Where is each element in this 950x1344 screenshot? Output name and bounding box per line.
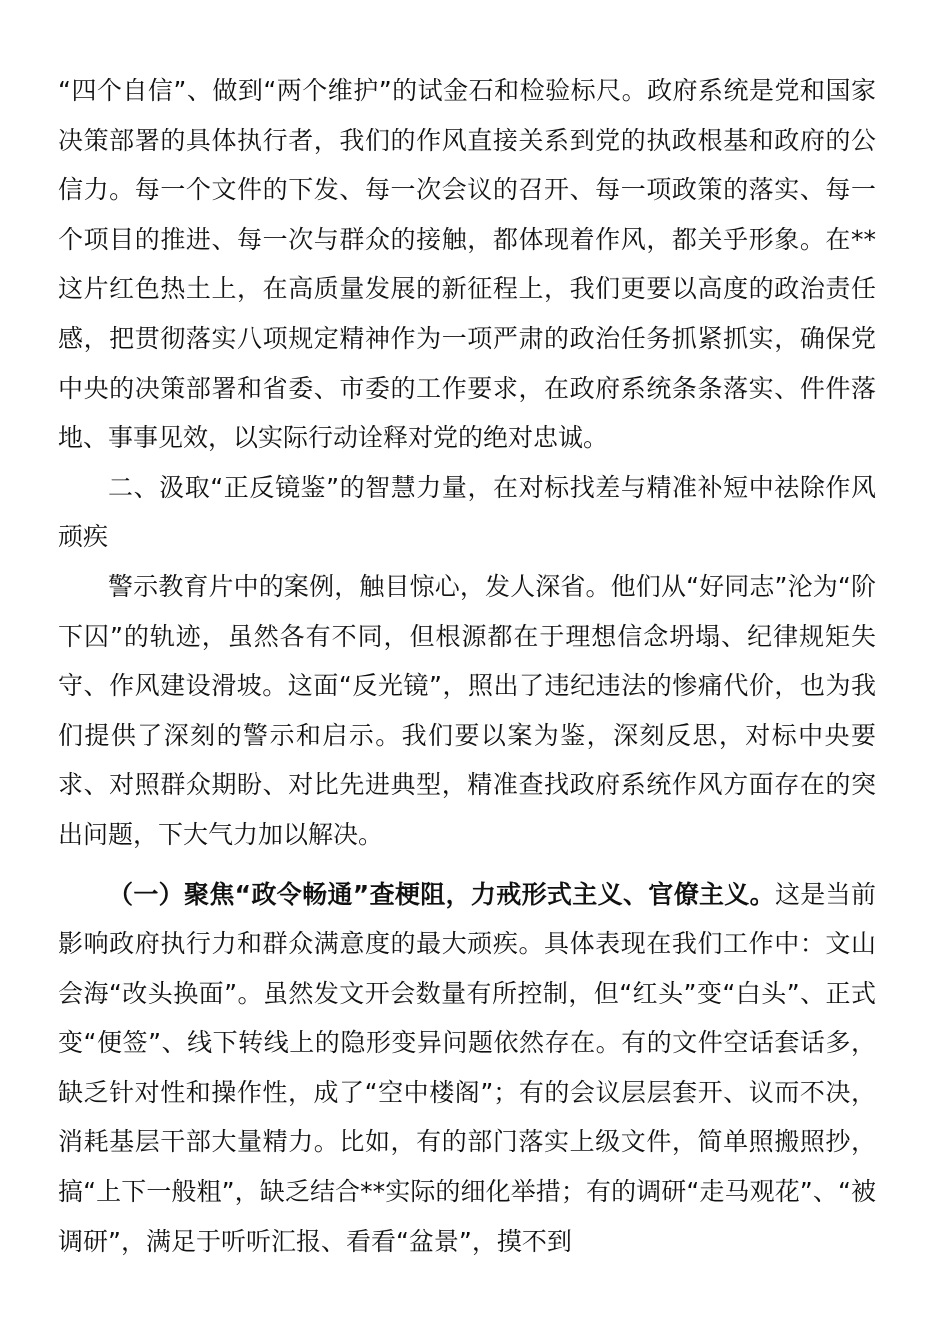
subsection-heading-1: （一）聚焦“政令畅通”查梗阻，力戒形式主义、官僚主义。 [108, 879, 775, 909]
paragraph-subsection-1 [58, 870, 876, 1267]
paragraph-continuation: “四个自信”、做到“两个维护”的试金石和检验标尺。政府系统是党和国家决策部署的具体执行者，我们的作风直接关系到党的执政根基和政府的公信力。每一个文件的下发、每一次会议的召开、每一项政策的落实、每一个项目的推进、每一次与群众的接触，都体现着作风，都关乎形象。在**这片红色热土上，在高质量发展的新征程上，我们更要以高度的政治责任感，把贯彻落实八项规定精神作为一项严肃的政治任务抓紧抓实，确保党中央的决策部署和省委、市委的工作要求，在政府系统条条落实、件件落地、事事见效，以实际行动诠释对党的绝对忠诚。 [58, 76, 876, 453]
paragraph-warning-education: 警示教育片中的案例，触目惊心，发人深省。他们从“好同志”沦为“阶下囚”的轨迹，虽然各有不同，但根源都在于理想信念坍塌、纪律规矩失守、作风建设滑坡。这面“反光镜”，照出了违纪违法的惨痛代价，也为我们提供了深刻的警示和启示。我们要以案为鉴，深刻反思，对标中央要求、对照群众期盼、对比先进典型，精准查找政府系统作风方面存在的突出问题，下大气力加以解决。 [58, 571, 876, 849]
subsection-1-body: 这是当前影响政府执行力和群众满意度的最大顽疾。具体表现在我们工作中：文山会海“改头换面”。虽然发文开会数量有所控制，但“红头”变“白头”、正式变“便签”、线下转线上的隐形变异问题依然存在。有的文件空话套话多，缺乏针对性和操作性，成了“空中楼阁”；有的会议层层套开、议而不决，消耗基层干部大量精力。比如，有的部门落实上级文件，简单照搬照抄，搞“上下一般粗”，缺乏结合**实际的细化举措；有的调研“走马观花”、“被调研”，满足于听听汇报、看看“盆景”，摸不到 [58, 879, 876, 1256]
section-heading-2: 二、汲取“正反镜鉴”的智慧力量，在对标找差与精准补短中祛除作风顽疾 [58, 472, 876, 552]
document-page [58, 66, 876, 1266]
